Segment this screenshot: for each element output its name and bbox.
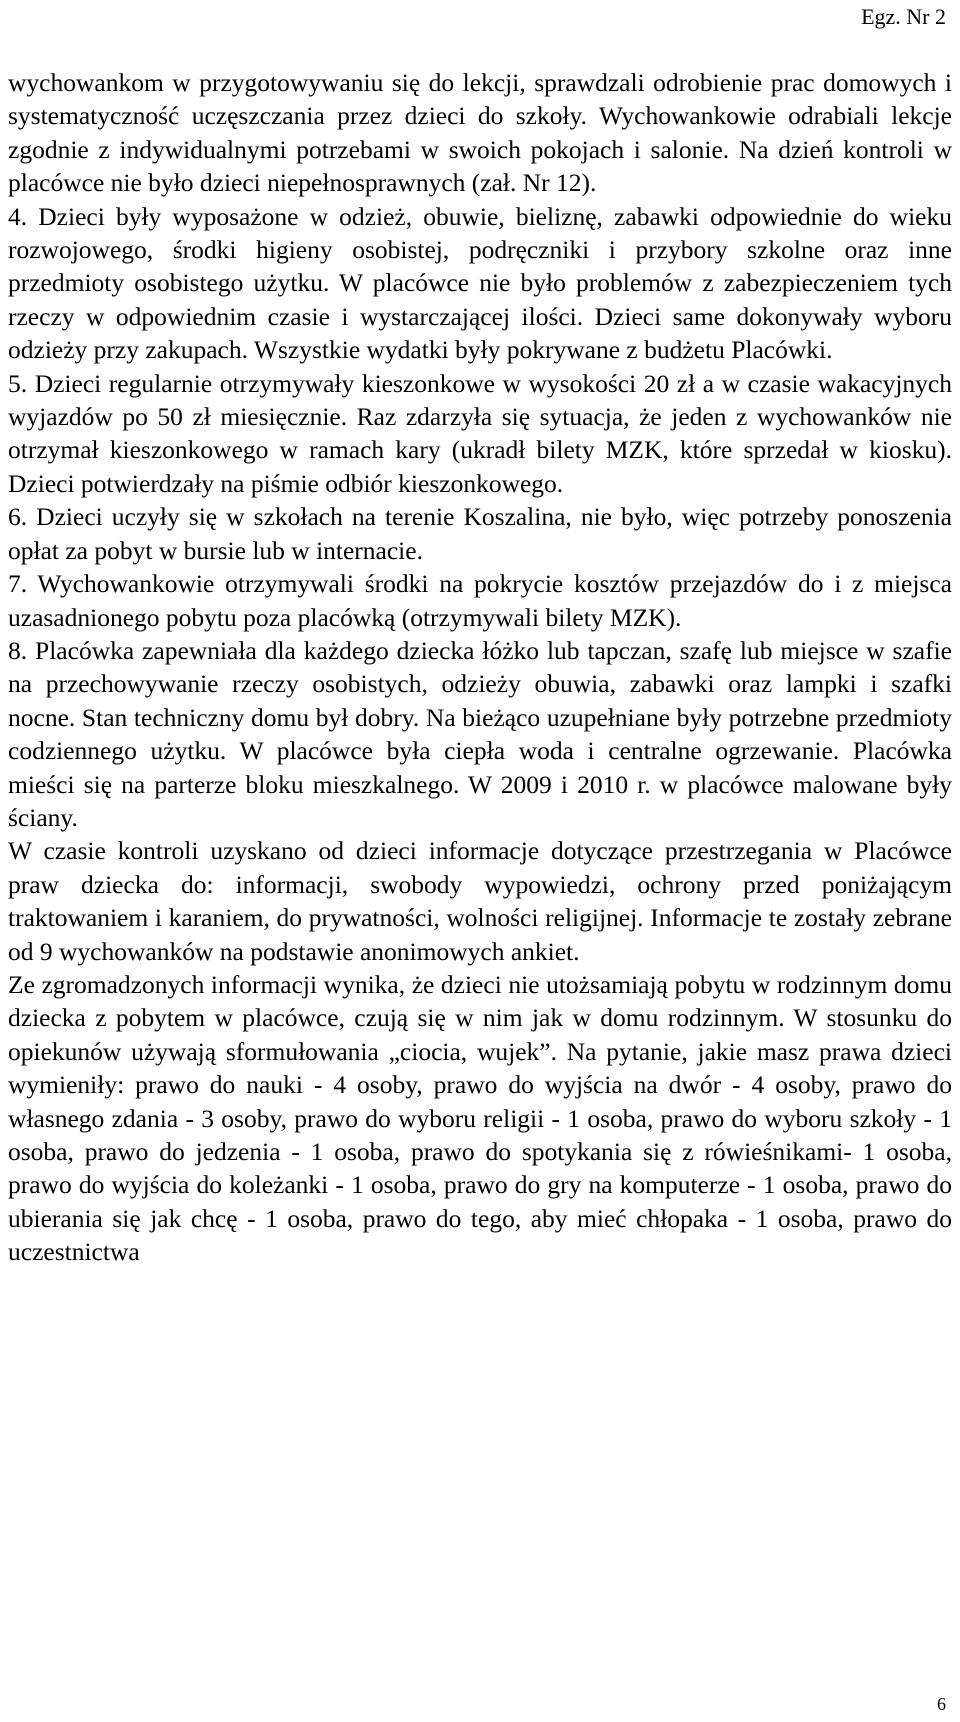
paragraph-findings: Ze zgromadzonych informacji wynika, że dzieci nie utożsamiają pobytu w rodzinnym domu dziecka z pobytem w placówce, czują się w nim jak w domu rodzinnym. W stosunku do opiekunów używają sformułowania „ciocia, wujek”. Na pytanie, jakie masz prawa dzieci wymieniły: prawo do nauki - 4 osoby, prawo do wyjścia na dwór - 4 osoby, prawo do własnego zdania - 3 osoby, prawo do wyboru religii - 1 osoba, prawo do wyboru szkoły - 1 osoba, prawo do jedzenia - 1 osoba, prawo do spotykania się z rówieśnikami- 1 osoba, prawo do wyjścia do koleżanki - 1 osoba, prawo do gry na komputerze - 1 osoba, prawo do ubierania się jak chcę - 1 osoba, prawo do tego, aby mieć chłopaka - 1 osoba, prawo do uczestnictwa — [8, 969, 952, 1267]
paragraph-continuation: wychowankom w przygotowywaniu się do lekcji, sprawdzali odrobienie prac domowych i systematyczność uczęszczania przez dzieci do szkoły. Wychowankowie odrabiali lekcje zgodnie z indywidualnymi potrzebami w swoich pokojach i salonie. Na dzień kontroli w placówce nie było dzieci niepełnosprawnych (zał. Nr 12). — [8, 68, 952, 198]
document-body — [8, 66, 952, 1269]
paragraph-item-8: 8. Placówka zapewniała dla każdego dziecka łóżko lub tapczan, szafę lub miejsce w szafie na przechowywanie rzeczy osobistych, odzieży obuwia, zabawki oraz lampki i szafki nocne. Stan techniczny domu był dobry. Na bieżąco uzupełniane były potrzebne przedmioty codziennego użytku. W placówce była ciepła woda i centralne ogrzewanie. Placówka mieści się na parterze bloku mieszkalnego. W 2009 i 2010 r. w placówce malowane były ściany. — [8, 635, 952, 832]
paragraph-item-7: 7. Wychowankowie otrzymywali środki na pokrycie kosztów przejazdów do i z miejsca uzasadnionego pobytu poza placówką (otrzymywali bilety MZK). — [8, 569, 952, 632]
paragraph-item-5: 5. Dzieci regularnie otrzymywały kieszonkowe w wysokości 20 zł a w czasie wakacyjnych wyjazdów po 50 zł miesięcznie. Raz zdarzyła się sytuacja, że jeden z wychowanków nie otrzymał kieszonkowego w ramach kary (ukradł bilety MZK, które sprzedał w kiosku). Dzieci potwierdzały na piśmie odbiór kieszonkowego. — [8, 368, 952, 498]
paragraph-rights-survey: W czasie kontroli uzyskano od dzieci informacje dotyczące przestrzegania w Placówce praw dziecka do: informacji, swobody wypowiedzi, ochrony przed poniżającym traktowaniem i karaniem, do prywatności, wolności religijnej. Informacje te zostały zebrane od 9 wychowanków na podstawie anonimowych ankiet. — [8, 836, 952, 966]
paragraph-item-6: 6. Dzieci uczyły się w szkołach na terenie Koszalina, nie było, więc potrzeby ponoszenia opłat za pobyt w bursie lub w internacie. — [8, 502, 952, 565]
paragraph-item-4: 4. Dzieci były wyposażone w odzież, obuwie, bieliznę, zabawki odpowiednie do wieku rozwojowego, środki higieny osobistej, podręczniki i przybory szkolne oraz inne przedmioty osobistego użytku. W placówce nie było problemów z zabezpieczeniem tych rzeczy w odpowiednim czasie i wystarczającej ilości. Dzieci same dokonywały wyboru odzieży przy zakupach. Wszystkie wydatki były pokrywane z budżetu Placówki. — [8, 201, 952, 365]
copy-number-label: Egz. Nr 2 — [861, 4, 946, 29]
page-number: 6 — [937, 1694, 946, 1714]
